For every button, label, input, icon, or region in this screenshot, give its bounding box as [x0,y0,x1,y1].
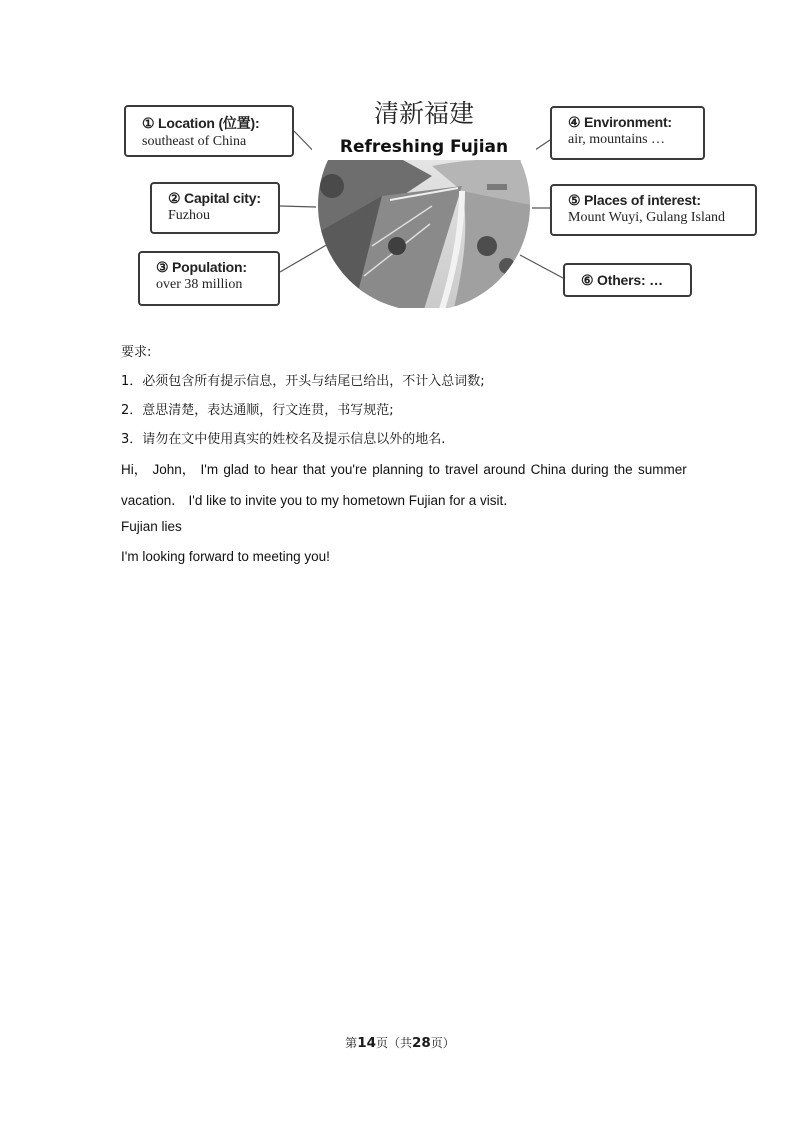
connector-line [280,206,316,207]
box-label: ⑥ Others: … [581,272,663,288]
box-value: Mount Wuyi, Gulang Island [568,210,726,225]
box-value: air, mountains … [568,132,666,147]
info-box-environment [550,106,705,160]
box-label: ④ Environment: [568,114,672,130]
box-value: southeast of China [142,134,247,149]
box-value: Fuzhou [168,208,210,223]
letter-line: Hi， John， I'm glad to hear that you're planning to travel around China during the summer [121,462,687,477]
box-label: ② Capital city: [168,190,261,206]
requirement-item: 2．意思清楚，表达通顺，行文连贯，书写规范; [121,403,394,418]
info-box-others [563,263,692,297]
info-box-population [138,251,280,306]
box-label: ⑤ Places of interest: [568,192,701,208]
info-box-capital [150,182,280,234]
fujian-scenery-image [312,96,536,308]
box-label: ① Location (位置): [142,115,260,131]
letter-line: Fujian lies [121,519,182,534]
page-number: 第14页（共28页） [345,1035,455,1051]
box-value: over 38 million [156,277,243,292]
info-box-location [124,105,294,157]
requirement-item: 1．必须包含所有提示信息，开头与结尾已给出，不计入总词数; [121,374,485,389]
poster-title-en: Refreshing Fujian [339,137,509,157]
letter-line: vacation． I'd like to invite you to my hometown Fujian for a visit． [121,493,517,508]
letter-line: I'm looking forward to meeting you! [121,549,330,564]
requirements-heading: 要求: [121,345,152,360]
poster-title-cn: 清新福建 [373,99,475,128]
requirement-item: 3．请勿在文中使用真实的姓校名及提示信息以外的地名. [121,432,446,447]
box-label: ③ Population: [156,259,247,275]
info-box-places [550,184,757,236]
